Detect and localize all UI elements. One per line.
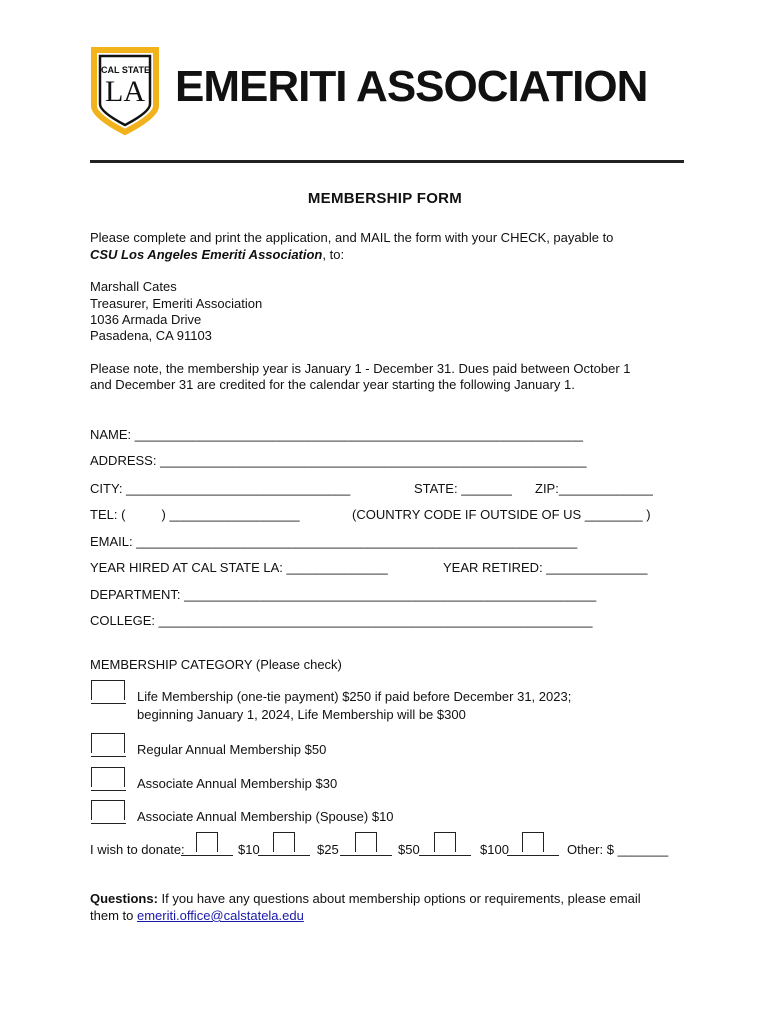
- address-line-title: Treasurer, Emeriti Association: [90, 296, 263, 311]
- donate-other-field[interactable]: Other: $ _______: [567, 842, 669, 857]
- questions-text: If you have any questions about membership options or requirements, please email: [157, 891, 641, 906]
- city-field[interactable]: CITY: _______________________________: [90, 481, 351, 496]
- donate-10-checkbox[interactable]: [196, 832, 218, 852]
- logo-top-text: CAL STATE: [101, 65, 150, 75]
- associate-membership-label: Associate Annual Membership $30: [137, 776, 338, 791]
- department-field[interactable]: DEPARTMENT: _________________________________________________________: [90, 587, 597, 602]
- state-field[interactable]: STATE: _______: [414, 481, 512, 496]
- address-line-street: 1036 Armada Drive: [90, 312, 202, 327]
- donate-100-label: $100: [480, 842, 509, 857]
- donate-other-checkbox[interactable]: [522, 832, 544, 852]
- note-line-2: and December 31 are credited for the calendar year starting the following January 1.: [90, 377, 575, 392]
- zip-field[interactable]: ZIP:_____________: [535, 481, 653, 496]
- life-membership-line-1: Life Membership (one-tie payment) $250 if paid before December 31, 2023;: [137, 689, 572, 704]
- donate-25-checkbox[interactable]: [273, 832, 295, 852]
- intro-line-2: [90, 247, 344, 263]
- year-retired-field[interactable]: YEAR RETIRED: ______________: [443, 560, 648, 575]
- address-field[interactable]: ADDRESS: ___________________________________________________________: [90, 453, 587, 468]
- questions-line-2: [90, 908, 304, 924]
- form-title: MEMBERSHIP FORM: [307, 190, 463, 207]
- country-code-field[interactable]: (COUNTRY CODE IF OUTSIDE OF US ________ ): [352, 507, 651, 522]
- year-hired-field[interactable]: YEAR HIRED AT CAL STATE LA: ______________: [90, 560, 388, 575]
- contact-email-link[interactable]: emeriti.office@calstatela.edu: [136, 908, 304, 923]
- organization-name: EMERITI ASSOCIATION: [175, 62, 648, 111]
- address-line-name: Marshall Cates: [90, 279, 177, 294]
- intro-line-1: Please complete and print the application, and MAIL the form with your CHECK, payable to: [90, 230, 614, 245]
- header-divider: [90, 160, 684, 163]
- donate-25-label: $25: [317, 842, 339, 857]
- tel-field[interactable]: TEL: ( ) __________________: [90, 507, 300, 522]
- questions-label: Questions:: [90, 891, 158, 906]
- donate-100-checkbox[interactable]: [434, 832, 456, 852]
- regular-membership-checkbox[interactable]: [91, 733, 125, 753]
- email-field[interactable]: EMAIL: _____________________________________________________________: [90, 534, 578, 549]
- donate-label: I wish to donate:: [90, 842, 185, 857]
- life-membership-checkbox[interactable]: [91, 680, 125, 700]
- donate-50-checkbox[interactable]: [355, 832, 377, 852]
- questions-prefix: them to: [90, 908, 137, 923]
- donate-10-label: $10: [238, 842, 260, 857]
- name-field[interactable]: NAME: ______________________________________________________________: [90, 427, 584, 442]
- associate-spouse-membership-checkbox[interactable]: [91, 800, 125, 820]
- associate-spouse-membership-label: Associate Annual Membership (Spouse) $10: [137, 809, 394, 824]
- address-line-city: Pasadena, CA 91103: [90, 328, 212, 343]
- questions-line-1: [90, 891, 641, 907]
- note-line-1: Please note, the membership year is January 1 - December 31. Dues paid between October 1: [90, 361, 631, 376]
- payee-name: CSU Los Angeles Emeriti Association: [90, 247, 323, 262]
- associate-membership-checkbox[interactable]: [91, 767, 125, 787]
- life-membership-line-2: beginning January 1, 2024, Life Membership will be $300: [137, 707, 466, 722]
- donate-50-label: $50: [398, 842, 420, 857]
- logo-main-text: LA: [105, 75, 145, 108]
- membership-heading: MEMBERSHIP CATEGORY (Please check): [90, 657, 342, 672]
- payee-suffix: , to:: [322, 247, 345, 262]
- college-field[interactable]: COLLEGE: ____________________________________________________________: [90, 613, 593, 628]
- regular-membership-label: Regular Annual Membership $50: [137, 742, 327, 757]
